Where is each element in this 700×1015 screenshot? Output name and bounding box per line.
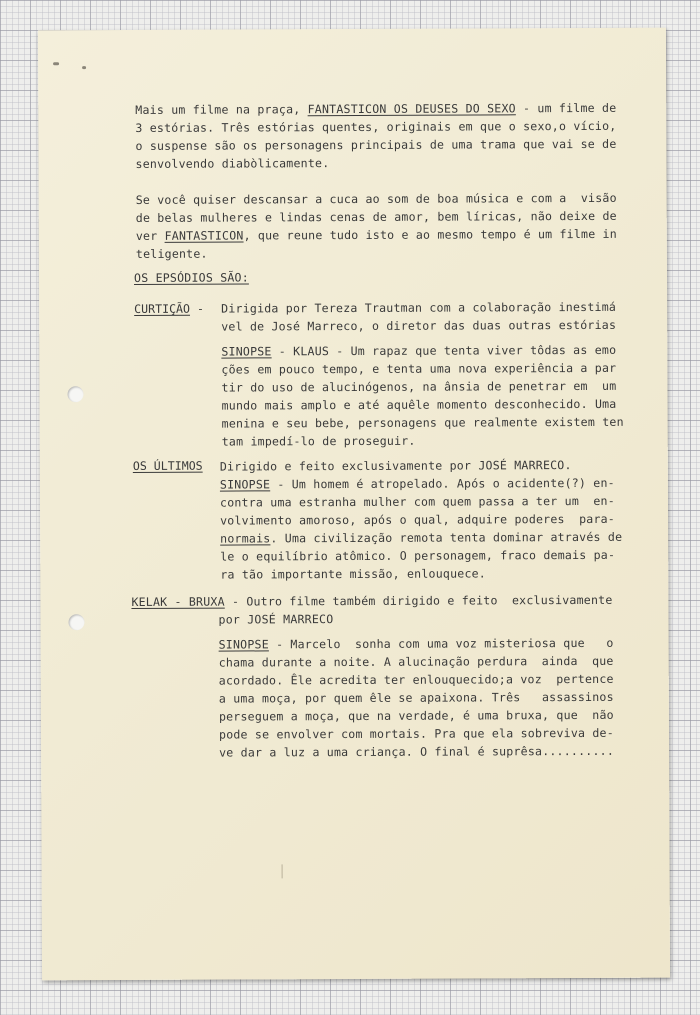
synopsis-line: tam impedí-lo de proseguir. [221, 433, 416, 449]
synopsis-text: - Marcelo sonha com uma voz misteriosa que o [268, 635, 614, 652]
synopsis-line: perseguem a moça, que na verdade, é uma bruxa, que não [218, 707, 614, 724]
punch-hole-bottom [68, 614, 84, 630]
synopsis-line: menina e seu bebe, personagens que realmente existem ten [221, 414, 624, 431]
ink-mark [53, 62, 59, 65]
episode-credit: - Outro filme também dirigido e feito exclusivamente [224, 592, 613, 609]
intro-text: Mais um filme na praça, [135, 102, 308, 117]
synopsis-line: chama durante a noite. A alucinação perdura ainda que [218, 653, 614, 670]
episode-title: KELAK - BRUXA [131, 594, 225, 609]
intro-line: teligente. [135, 246, 208, 261]
episodes-heading: OS EPSÓDIOS SÃO: [133, 270, 249, 285]
synopsis-line: le o equilíbrio atômico. O personagem, fraco demais pa- [220, 547, 616, 564]
intro-line: o suspense são os personagens principais de uma trama que vai se de [135, 136, 617, 153]
episode-label-suffix: - [189, 301, 204, 316]
intro-text: ver [135, 228, 165, 243]
typewritten-page [38, 28, 670, 981]
synopsis-line [220, 528, 622, 548]
synopsis-line: ra tão importante missão, enlouquece. [220, 566, 487, 582]
synopsis-label: SINOPSE [219, 477, 271, 492]
episode-label [131, 591, 612, 611]
punch-hole-top [67, 386, 83, 402]
synopsis-line: ve dar a luz a uma criança. O final é suprêsa.......... [219, 743, 615, 760]
episode-credit: por JOSÉ MARRECO [218, 612, 334, 627]
synopsis-text: - Um homem é atropelado. Após o acidente(?) en- [270, 475, 615, 492]
synopsis-label: SINOPSE [221, 344, 272, 359]
synopsis-line: pode se envolver com mortais. Pra que ela sobreviva de- [218, 725, 614, 742]
synopsis-line [221, 341, 616, 361]
synopsis-text: . Uma civilização remota tenta dominar através de [270, 529, 623, 546]
episode-credit: Dirigido e feito exclusivamente por JOSÉ MARRECO. [219, 458, 572, 474]
intro-line: 3 estórias. Três estórias quentes, originais em que o sexo,o vício, [135, 118, 617, 135]
film-name: FANTASTICON [164, 228, 244, 243]
synopsis-emphasis: normais [220, 531, 271, 546]
episode-label [134, 300, 204, 318]
synopsis-line: ções em pouco tempo, e tenta uma nova experiência a par [221, 360, 617, 377]
intro-text: - um filme de [515, 100, 617, 116]
intro-text: , que reune tudo isto e ao mesmo tempo é um filme in [243, 226, 617, 243]
synopsis-line: volvimento amoroso, após o qual, adquire poderes para- [220, 511, 616, 528]
intro-line: Se você quiser descansar a cuca ao som de boa música e com a visão [135, 190, 617, 207]
synopsis-text: - KLAUS - Um rapaz que tenta viver tôdas as emo [271, 342, 617, 359]
intro-line: de belas mulheres e lindas cenas de amor, bem líricas, não deixe de [135, 208, 617, 225]
fold-mark [282, 864, 283, 878]
intro-line [136, 225, 617, 245]
film-title: FANTASTICON OS DEUSES DO SEXO [307, 101, 516, 117]
episode-title: CURTIÇÃO [134, 301, 191, 316]
synopsis-line: a uma moça, por quem êle se apaixona. Três assassinos [218, 689, 614, 706]
synopsis-label: SINOPSE [218, 637, 269, 652]
intro-line: senvolvendo diabòlicamente. [135, 156, 330, 171]
synopsis-line [220, 474, 615, 494]
synopsis-line: mundo mais amplo e até aquêle momento desconhecido. Uma [221, 396, 617, 413]
episode-title: OS ÚLTIMOS [132, 458, 203, 473]
episode-credit: Dirigida por Tereza Trautman com a colaboração inestimá [221, 299, 617, 316]
synopsis-line: acordado. Êle acredita ter enlouquecido;a voz pertence [218, 671, 614, 688]
ink-mark [82, 66, 86, 69]
synopsis-line [219, 634, 614, 654]
episode-credit: vel de José Marreco, o diretor das duas outras estórias [221, 317, 617, 334]
intro-line [135, 99, 616, 119]
synopsis-line: contra uma estranha mulher com quem passa a ter um en- [219, 493, 615, 510]
synopsis-line: tir do uso de alucinógenos, na ânsia de penetrar em um [221, 378, 617, 395]
